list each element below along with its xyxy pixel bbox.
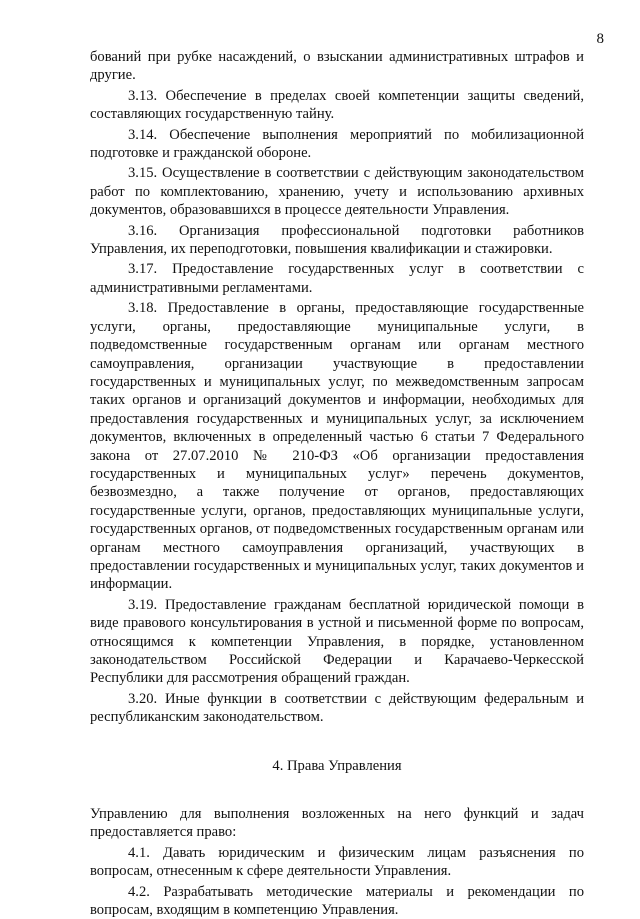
paragraph-3-18: 3.18. Предоставление в органы, предоставляющие государственные услуги, органы, предоставляющие муниципальные услуги, в подведомственные государственным органам или органам местного самоуправления, организации участвующие в предоставлении государственных и муниципальных услуг, по межведомственным запросам таких органов и организаций документов и информации, необходимых для предоставления государственных и муниципальных услуг, за исключением документов, включенных в определенный частью 6 статьи 7 Федерального закона от 27.07.2010 № 210-ФЗ «Об организации предоставления государственных и муниципальных услуг» перечень документов, безвозмездно, а также получение от органов, предоставляющих государственные услуги, органов, предоставляющих муниципальные услуги, государственных органов, от подведомственных государственным органам или органам местного самоуправления организаций, участвующих в предоставлении государственных и муниципальных услуг, таких документов и информации. <box>90 300 584 593</box>
section-intro: Управлению для выполнения возложенных на него функций и задач предоставляется право: <box>90 806 584 841</box>
paragraph-3-13: 3.13. Обеспечение в пределах своей компетенции защиты сведений, составляющих государственную тайну. <box>90 87 584 123</box>
paragraph-continuation: бований при рубке насаждений, о взыскании административных штрафов и другие. <box>90 49 584 84</box>
paragraph-3-15: 3.15. Осуществление в соответствии с действующим законодательством работ по комплектованию, хранению, учету и использованию архивных документов, образовавшихся в процессе деятельности Управления. <box>90 165 584 219</box>
paragraph-4-1: 4.1. Давать юридическим и физическим лицам разъяснения по вопросам, отнесенным к сфере деятельности Управления. <box>90 844 584 880</box>
page-number: 8 <box>596 31 604 47</box>
paragraph-3-16: 3.16. Организация профессиональной подготовки работников Управления, их переподготовки, повышения квалификации и стажировки. <box>90 222 584 258</box>
paragraph-3-17: 3.17. Предоставление государственных услуг в соответствии с административными регламентами. <box>90 261 584 296</box>
document-body <box>90 48 584 919</box>
paragraph-3-19: 3.19. Предоставление гражданам бесплатной юридической помощи в виде правового консультирования в устной и письменной форме по вопросам, относящимся к компетенции Управления, в порядке, установленном законодательством Российской Федерации и Карачаево-Черкесской Республики для рассмотрения обращений граждан. <box>90 596 584 687</box>
paragraph-3-20: 3.20. Иные функции в соответствии с действующим федеральным и республиканским законодательством. <box>90 690 584 726</box>
paragraph-3-14: 3.14. Обеспечение выполнения мероприятий по мобилизационной подготовке и гражданской обороне. <box>90 126 584 162</box>
section-heading: 4. Права Управления <box>272 757 402 774</box>
paragraph-4-2: 4.2. Разрабатывать методические материалы и рекомендации по вопросам, входящим в компетенцию Управления. <box>90 883 584 919</box>
